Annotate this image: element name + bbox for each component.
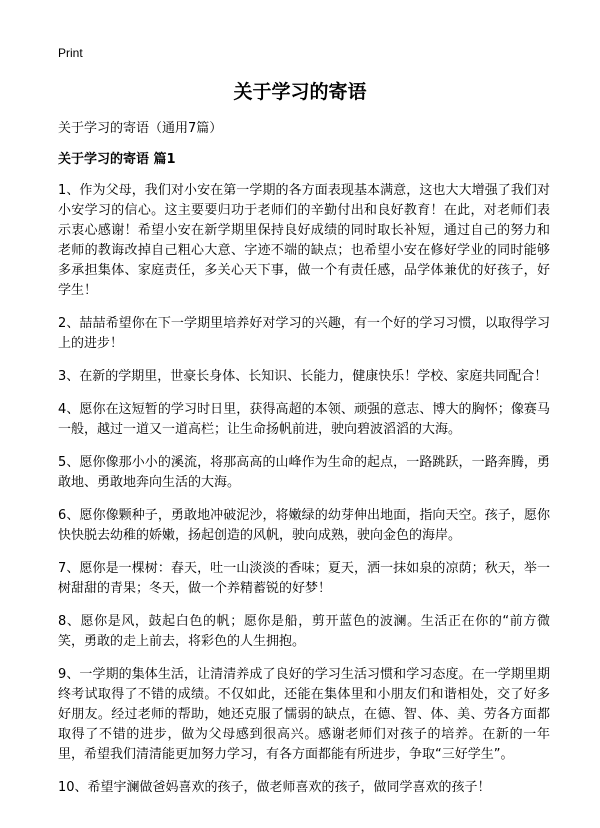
paragraph-2: 2、喆喆希望你在下一学期里培养好对学习的兴趣，有一个好的学习习惯，以取得学习上的进步！	[58, 316, 550, 351]
paragraph-1: 1、作为父母，我们对小安在第一学期的各方面表现基本满意，这也大大增强了我们对小安学习的信心。这主要要归功于老师们的辛勤付出和良好教育！在此，对老师们表示衷心感谢！希望小安在新学期里保持良好成绩的同时取长补短，通过自己的努力和老师的教诲改掉自己粗心大意、字迹不端的缺点；也希望小安在修好学业的同时能够多承担集体、家庭责任，多关心天下事，做一个有责任感，品学体兼优的好孩子，好学生！	[58, 183, 550, 298]
section-heading: 关于学习的寄语 篇1	[58, 152, 176, 167]
paragraph-8: 8、愿你是风，鼓起白色的帆；愿你是船，剪开蓝色的波澜。生活正在你的“前方微笑，勇敢的走上前去，将彩色的人生拥抱。	[58, 614, 550, 649]
paragraph-5: 5、愿你像那小小的溪流，将那高高的山峰作为生命的起点，一路跳跃，一路奔腾，勇敢地、勇敢地奔向生活的大海。	[58, 455, 550, 490]
paragraph-9: 9、一学期的集体生活，让清清养成了良好的学习生活习惯和学习态度。在一学期里期终考试取得了不错的成绩。不仅如此，还能在集体里和小朋友们和谐相处，交了好多好朋友。经过老师的帮助，她还克服了懦弱的缺点，在德、智、体、美、劳各方面都取得了不错的进步，做为父母感到很高兴。感谢老师们对孩子的培养。在新的一年里，希望我们清清能更加努力学习，有各方面都能有所进步，争取“三好学生”。	[58, 667, 550, 762]
paragraph-10: 10、希望宇澜做爸妈喜欢的孩子，做老师喜欢的孩子，做同学喜欢的孩子！	[58, 780, 491, 795]
print-link[interactable]: Print	[58, 46, 83, 60]
document-subtitle: 关于学习的寄语（通用7篇）	[58, 121, 223, 136]
paragraph-6: 6、愿你像颗种子，勇敢地冲破泥沙，将嫩绿的幼芽伸出地面，指向天空。孩子，愿你快快脱去幼稚的娇嫩，扬起创造的风帆，驶向成熟，驶向金色的海岸。	[58, 508, 550, 543]
article-body	[58, 181, 550, 811]
paragraph-7: 7、愿你是一棵树：春天，吐一山淡淡的香味；夏天，洒一抹如泉的凉荫；秋天，举一树甜甜的青果；冬天，做一个养精蓄锐的好梦！	[58, 561, 550, 596]
paragraph-4: 4、愿你在这短暂的学习时日里，获得高超的本领、顽强的意志、博大的胸怀；像赛马一般，越过一道又一道高栏；让生命扬帆前进，驶向碧波滔滔的大海。	[58, 402, 550, 437]
paragraph-3: 3、在新的学期里，世豪长身体、长知识、长能力，健康快乐！学校、家庭共同配合！	[58, 369, 548, 384]
page-title: 关于学习的寄语	[233, 81, 367, 103]
